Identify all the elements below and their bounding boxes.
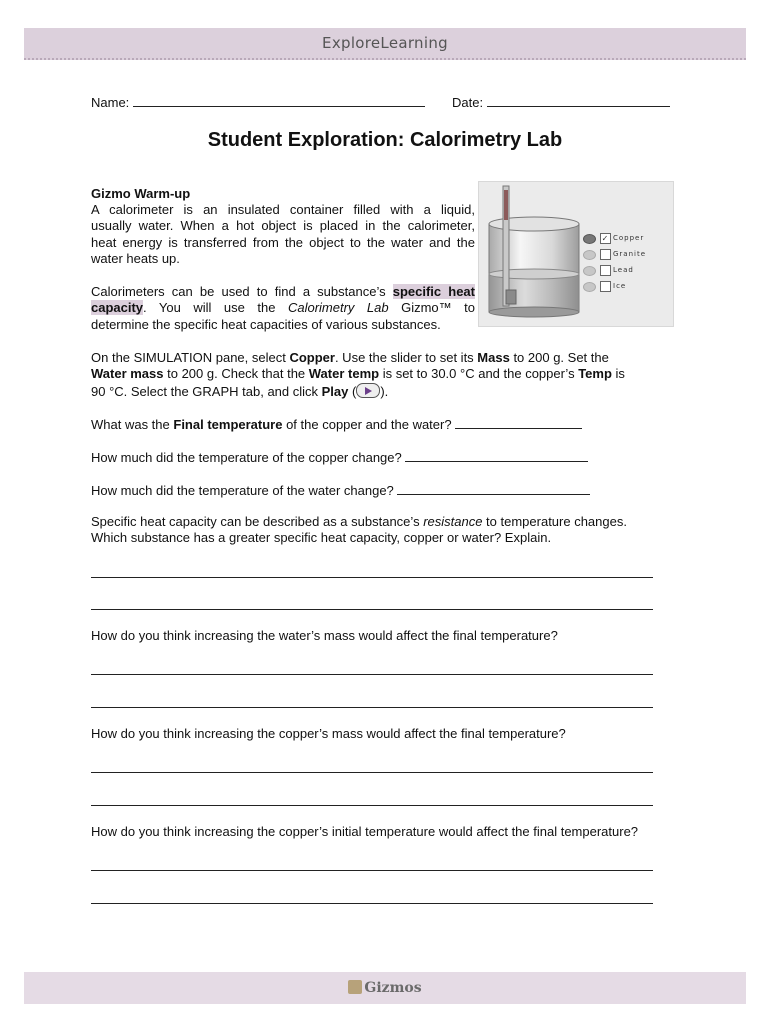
name-label: Name:: [91, 95, 130, 110]
footer-band: [24, 972, 746, 1004]
answer-line[interactable]: [91, 903, 653, 904]
warmup-line: heat energy is transferred from the object to the water and the: [91, 234, 475, 250]
question-copper-change: How much did the temperature of the copper change?: [91, 449, 588, 466]
gizmo-name: Calorimetry Lab: [287, 300, 389, 316]
answer-line[interactable]: [91, 870, 653, 871]
warmup-p2-line1: [91, 284, 475, 300]
question-copper-initial-temp: How do you think increasing the copper’s initial temperature would affect the final temperature?: [91, 824, 639, 839]
header-band: [24, 28, 746, 60]
granite-checkbox-icon: [600, 249, 611, 260]
date-field: [452, 94, 670, 111]
highlight-capacity: capacity: [91, 300, 144, 316]
name-blank[interactable]: [133, 94, 425, 107]
highlight-specific-heat: specific heat: [392, 284, 475, 299]
warmup-heading: Gizmo Warm-up: [91, 186, 191, 201]
answer-line[interactable]: [91, 609, 653, 610]
answer-line[interactable]: [91, 772, 653, 773]
explorelearning-logo: ExploreLearning: [322, 34, 448, 52]
warmup-paragraph-2: [91, 284, 475, 333]
question-specific-heat: Specific heat capacity can be described as a substance’s resistance to temperature changes. Which substance has a greater specific heat capacity, copper or water? Explain.: [91, 514, 627, 546]
instructions-line3: 90 °C. Select the GRAPH tab, and click Play ( ).: [91, 383, 389, 399]
warmup-line: A calorimeter is an insulated container filled with a liquid,: [91, 202, 475, 217]
warmup-p2-line3: determine the specific heat capacities of various substances.: [91, 316, 441, 332]
answer-line[interactable]: [91, 674, 653, 675]
question-water-mass: How do you think increasing the water’s mass would affect the final temperature?: [91, 628, 558, 643]
play-button-icon: [356, 383, 380, 398]
sim-option-ice: Ice: [603, 282, 626, 290]
page-title: Student Exploration: Calorimetry Lab: [207, 129, 563, 151]
question-final-temperature: What was the Final temperature of the copper and the water?: [91, 416, 582, 433]
name-field: [91, 94, 425, 111]
warmup-line: usually water. When a hot object is placed in the calorimeter,: [91, 218, 475, 234]
instructions-line1: On the SIMULATION pane, select Copper. Use the slider to set its Mass to 200 g. Set the: [91, 350, 609, 365]
answer-line[interactable]: [91, 707, 653, 708]
p2-text: Gizmo™ to: [388, 300, 476, 316]
date-blank[interactable]: [487, 94, 670, 107]
instructions-line2: Water mass to 200 g. Check that the Water temp is set to 30.0 °C and the copper’s Temp is: [91, 366, 625, 382]
answer-line[interactable]: [91, 577, 653, 578]
lead-radio-icon: [583, 266, 596, 276]
date-label: Date:: [452, 95, 484, 110]
lead-checkbox-icon: [600, 265, 611, 276]
gizmos-logo-icon: [348, 980, 362, 994]
ice-radio-icon: [583, 282, 596, 292]
instructions-paragraph: [91, 350, 661, 400]
sim-option-lead: Lead: [603, 266, 634, 274]
answer-blank[interactable]: [397, 482, 590, 495]
answer-blank[interactable]: [455, 416, 582, 429]
warmup-paragraph-1: [91, 202, 475, 267]
answer-line[interactable]: [91, 805, 653, 806]
warmup-line: water heats up.: [91, 250, 180, 266]
answer-blank[interactable]: [405, 449, 588, 462]
gizmos-logo: Gizmos: [24, 980, 746, 996]
sim-option-granite: Granite: [603, 250, 646, 258]
warmup-p2-line2: [91, 300, 475, 316]
p2-text: . You will use the: [143, 300, 288, 316]
p2-text: Calorimeters can be used to find a substance’s: [91, 284, 393, 299]
granite-radio-icon: [583, 250, 596, 260]
ice-checkbox-icon: [600, 281, 611, 292]
sim-option-copper: ✓ Copper: [603, 234, 644, 242]
question-copper-mass: How do you think increasing the copper’s mass would affect the final temperature?: [91, 726, 566, 741]
copper-checkbox-icon: ✓: [601, 234, 610, 243]
calorimeter-simulation-image: [478, 181, 674, 327]
copper-radio-icon: [583, 234, 596, 244]
question-water-change: How much did the temperature of the water change?: [91, 482, 590, 499]
